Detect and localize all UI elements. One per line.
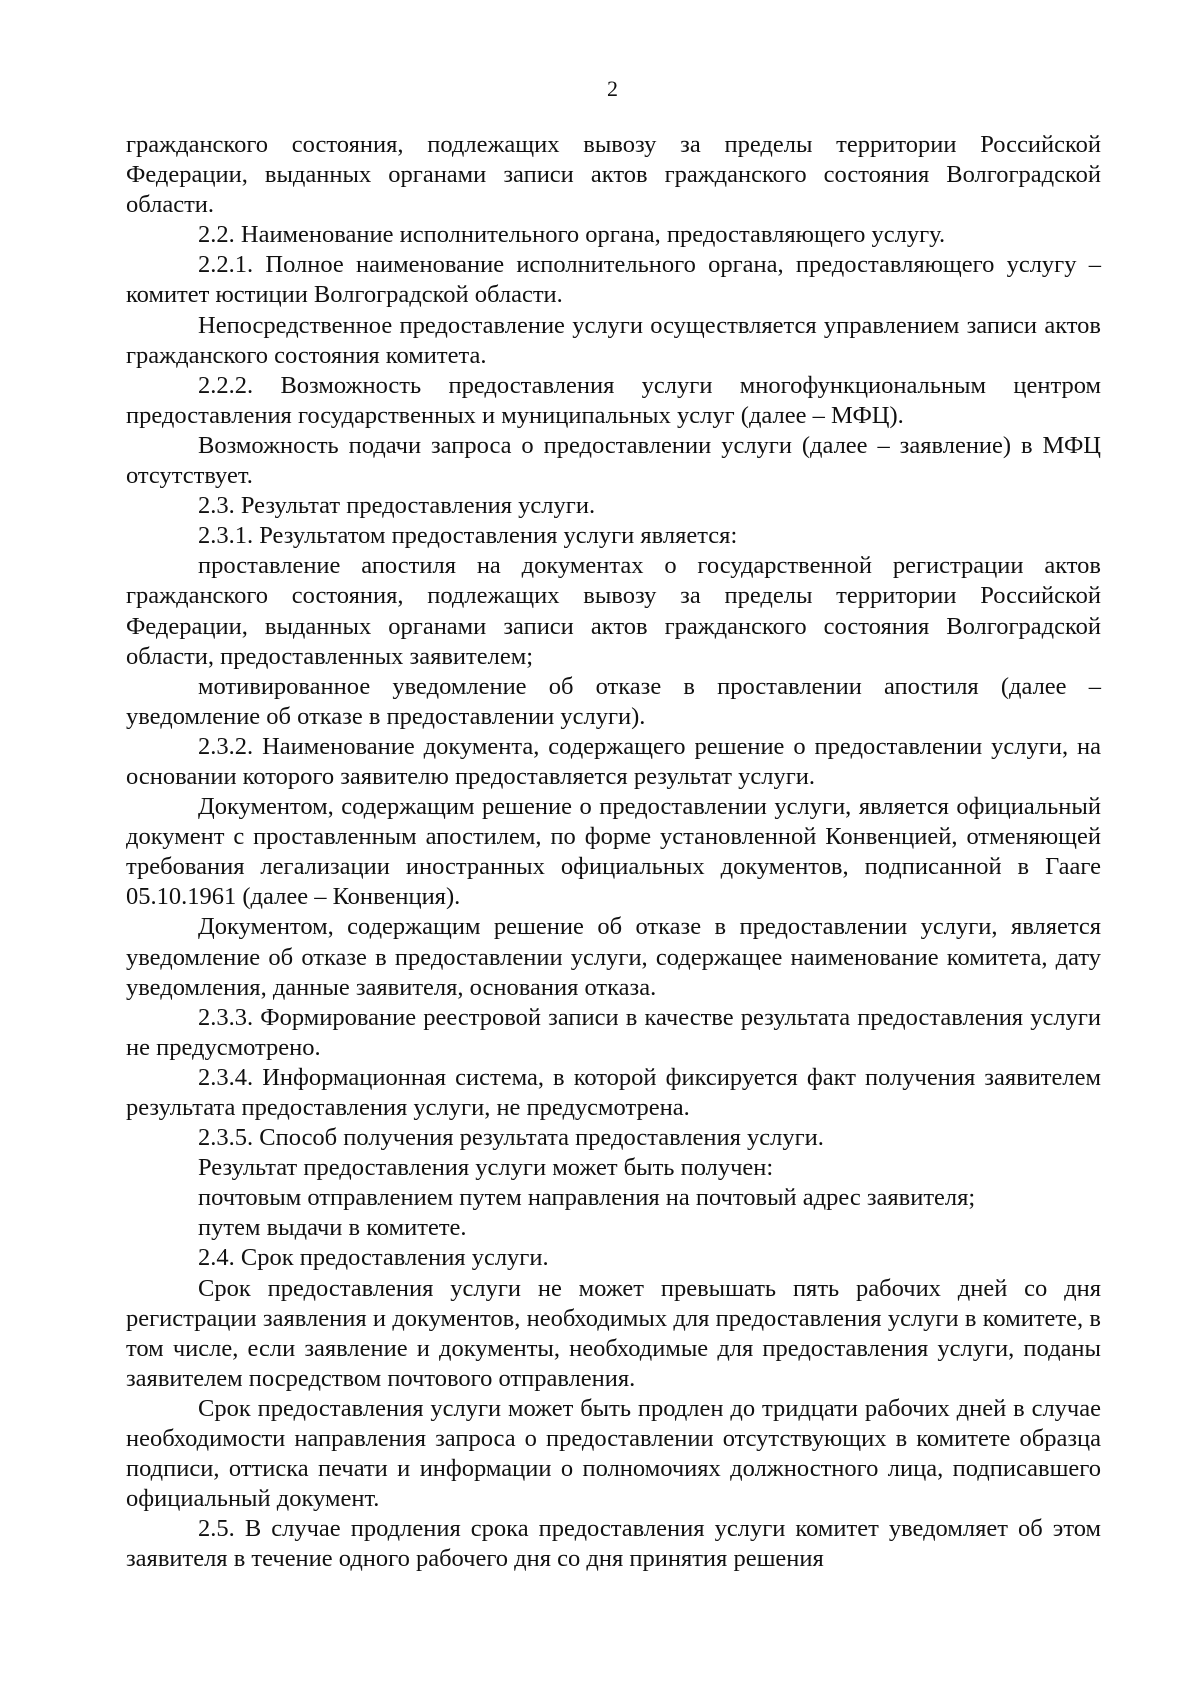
- paragraph: 2.5. В случае продления срока предоставления услуги комитет уведомляет об этом заявителя в течение одного рабочего дня со дня принятия решения: [126, 1515, 1101, 1573]
- paragraph: путем выдачи в комитете.: [198, 1214, 467, 1242]
- document-body: [126, 130, 1101, 1575]
- paragraph: Возможность подачи запроса о предоставлении услуги (далее – заявление) в МФЦ отсутствует.: [126, 431, 1101, 490]
- paragraph: Срок предоставления услуги может быть продлен до тридцати рабочих дней в случае необходимости направления запроса о предоставлении отсутствующих в комитете образца подписи, оттиска печати и информации о полномочиях должностного лица, подписавшего официальный документ.: [126, 1394, 1101, 1513]
- paragraph: 2.3.4. Информационная система, в которой фиксируется факт получения заявителем результата предоставления услуги, не предусмотрена.: [126, 1063, 1101, 1121]
- paragraph: 2.3.2. Наименование документа, содержащего решение о предоставлении услуги, на основании которого заявителю предоставляется результат услуги.: [126, 732, 1101, 790]
- paragraph: 2.2.2. Возможность предоставления услуги многофункциональным центром предоставления государственных и муниципальных услуг (далее – МФЦ).: [126, 371, 1101, 429]
- paragraph: 2.4. Срок предоставления услуги.: [198, 1244, 549, 1272]
- paragraph: почтовым отправлением путем направления на почтовый адрес заявителя;: [198, 1184, 976, 1212]
- paragraph: Результат предоставления услуги может быть получен:: [198, 1154, 774, 1182]
- paragraph: 2.3.3. Формирование реестровой записи в качестве результата предоставления услуги не предусмотрено.: [126, 1003, 1101, 1061]
- page-number: 2: [607, 76, 618, 101]
- paragraph: 2.3.1. Результатом предоставления услуги является:: [198, 522, 738, 550]
- paragraph: проставление апостиля на документах о государственной регистрации актов гражданского состояния, подлежащих вывозу за пределы территории Российской Федерации, выданных органами записи актов гражданского состояния Волгоградской области, предоставленных заявителем;: [126, 552, 1101, 670]
- paragraph: гражданского состояния, подлежащих вывозу за пределы территории Российской Федерации, выданных органами записи актов гражданского состояния Волгоградской области.: [126, 131, 1101, 219]
- paragraph: Документом, содержащим решение об отказе в предоставлении услуги, является уведомление об отказе в предоставлении услуги, содержащее наименование комитета, дату уведомления, данные заявителя, основания отказа.: [126, 913, 1101, 1001]
- paragraph: 2.2. Наименование исполнительного органа, предоставляющего услугу.: [198, 221, 946, 249]
- paragraph: Документом, содержащим решение о предоставлении услуги, является официальный документ с проставленным апостилем, по форме установленной Конвенцией, отменяющей требования легализации иностранных официальных документов, подписанной в Гааге 05.10.1961 (далее – Конвенция).: [126, 793, 1101, 911]
- paragraph: мотивированное уведомление об отказе в проставлении апостиля (далее – уведомление об отказе в предоставлении услуги).: [126, 672, 1101, 730]
- paragraph: Непосредственное предоставление услуги осуществляется управлением записи актов гражданского состояния комитета.: [126, 311, 1101, 369]
- paragraph: 2.3.5. Способ получения результата предоставления услуги.: [198, 1124, 824, 1152]
- paragraph: 2.3. Результат предоставления услуги.: [198, 492, 596, 520]
- paragraph: Срок предоставления услуги не может превышать пять рабочих дней со дня регистрации заявления и документов, необходимых для предоставления услуги в комитете, в том числе, если заявление и документы, необходимые для предоставления услуги, поданы заявителем посредством почтового отправления.: [126, 1274, 1101, 1392]
- paragraph: 2.2.1. Полное наименование исполнительного органа, предоставляющего услугу – комитет юстиции Волгоградской области.: [126, 251, 1101, 309]
